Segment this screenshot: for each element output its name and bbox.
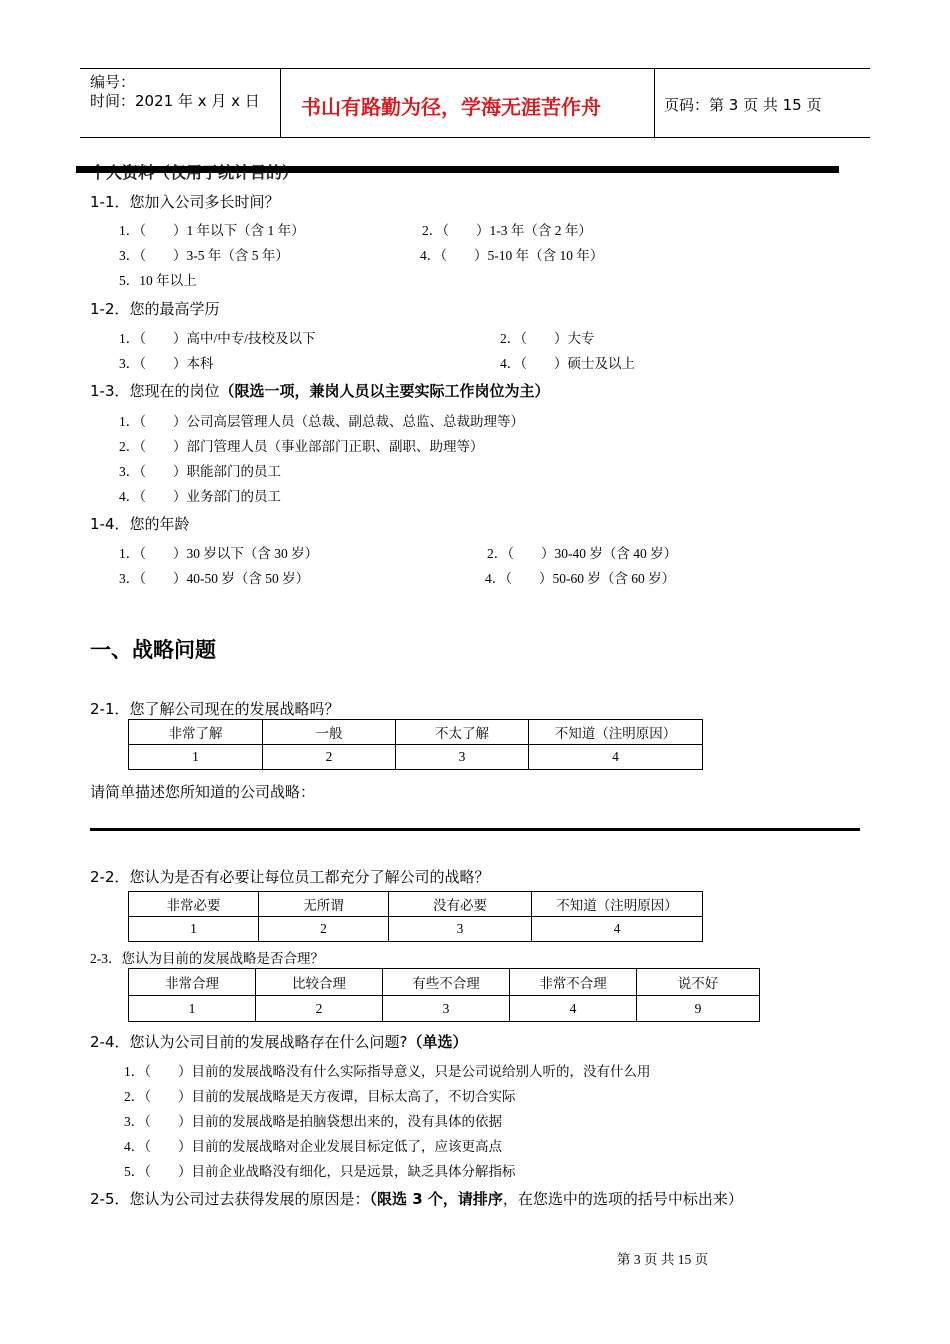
option-1-2-1[interactable]: 1．（ ）高中/中专/技校及以下 (119, 331, 316, 346)
option-1-2-2[interactable]: 2．（ ）大专 (500, 331, 595, 346)
question-2-4-note: （单选） (407, 1033, 468, 1051)
table-2-2-header-2: 无所谓 (259, 892, 389, 917)
question-1-1: 1-1．您加入公司多长时间？ (90, 193, 280, 211)
table-2-1-value-4[interactable]: 4 (529, 745, 703, 770)
table-2-3 (128, 968, 760, 1022)
question-1-3 (90, 380, 550, 401)
table-2-3-value-5[interactable]: 9 (637, 996, 760, 1022)
option-1-3-2[interactable]: 2．（ ）部门管理人员（事业部部门正职、副职、助理等） (119, 439, 484, 454)
option-2-4-5[interactable]: 5．（ ）目前企业战略没有细化，只是远景，缺乏具体分解指标 (124, 1164, 516, 1179)
table-2-3-header-1: 非常合理 (129, 969, 256, 996)
table-2-2 (128, 891, 703, 942)
answer-line[interactable] (90, 828, 860, 831)
question-2-3: 2-3．您认为目前的发展战略是否合理？ (90, 951, 324, 966)
option-2-4-4[interactable]: 4．（ ）目前的发展战略对企业发展目标定低了，应该更高点 (124, 1139, 502, 1154)
option-1-4-2[interactable]: 2．（ ）30-40 岁（含 40 岁） (487, 546, 678, 561)
option-1-4-3[interactable]: 3．（ ）40-50 岁（含 50 岁） (119, 571, 310, 586)
option-1-1-4[interactable]: 4．（ ）5-10 年（含 10 年） (420, 248, 604, 263)
question-2-4-text: 2-4．您认为公司目前的发展战略存在什么问题? (90, 1033, 408, 1051)
table-2-3-header-5: 说不好 (637, 969, 760, 996)
question-1-2: 1-2．您的最高学历 (90, 300, 220, 318)
table-2-3-value-1[interactable]: 1 (129, 996, 256, 1022)
table-2-2-header-3: 没有必要 (389, 892, 532, 917)
table-2-1-header-2: 一般 (263, 720, 396, 745)
date-line: 时间：2021 年 x 月 x 日 (90, 92, 260, 110)
table-2-3-value-3[interactable]: 3 (383, 996, 510, 1022)
footer-page-number: 第 3 页 共 15 页 (617, 1252, 709, 1267)
option-2-4-3[interactable]: 3．（ ）目前的发展战略是拍脑袋想出来的，没有具体的依据 (124, 1114, 502, 1129)
question-1-3-text: 1-3．您现在的岗位 (90, 382, 220, 400)
option-1-3-4[interactable]: 4．（ ）业务部门的员工 (119, 489, 281, 504)
question-2-5-note: （限选 3 个，请排序 (369, 1190, 503, 1208)
table-2-3-header-3: 有些不合理 (383, 969, 510, 996)
table-2-3-header-4: 非常不合理 (510, 969, 637, 996)
question-2-2: 2-2．您认为是否有必要让每位员工都充分了解公司的战略？ (90, 868, 490, 886)
header-divider-2 (654, 69, 655, 137)
table-2-2-header-4: 不知道（注明原因） (532, 892, 703, 917)
option-1-2-4[interactable]: 4．（ ）硕士及以上 (500, 356, 635, 371)
table-2-2-value-4[interactable]: 4 (532, 917, 703, 942)
table-2-2-header-1: 非常必要 (129, 892, 259, 917)
table-2-1 (128, 719, 703, 770)
option-1-3-1[interactable]: 1．（ ）公司高层管理人员（总裁、副总裁、总监、总裁助理等） (119, 414, 524, 429)
question-1-4: 1-4．您的年龄 (90, 515, 190, 533)
question-2-5-tail: ，在您选中的选项的括号中标出来） (502, 1190, 743, 1208)
table-2-2-value-1[interactable]: 1 (129, 917, 259, 942)
question-2-1: 2-1．您了解公司现在的发展战略吗？ (90, 700, 340, 718)
option-1-1-3[interactable]: 3．（ ）3-5 年（含 5 年） (119, 248, 289, 263)
table-2-1-value-1[interactable]: 1 (129, 745, 263, 770)
table-2-1-value-3[interactable]: 3 (396, 745, 529, 770)
option-1-4-4[interactable]: 4．（ ）50-60 岁（含 60 岁） (485, 571, 676, 586)
question-2-5 (90, 1188, 743, 1209)
serial-label: 编号： (90, 73, 136, 91)
table-2-3-value-4[interactable]: 4 (510, 996, 637, 1022)
table-2-1-value-2[interactable]: 2 (263, 745, 396, 770)
table-2-1-header-1: 非常了解 (129, 720, 263, 745)
header-motto: 书山有路勤为径，学海无涯苦作舟 (301, 95, 601, 119)
option-2-4-1[interactable]: 1．（ ）目前的发展战略没有什么实际指导意义，只是公司说给别人听的，没有什么用 (124, 1064, 651, 1079)
question-2-4 (90, 1031, 467, 1052)
section-divider-bar (76, 166, 839, 173)
table-2-2-value-2[interactable]: 2 (259, 917, 389, 942)
header-page-label: 页码：第 3 页 共 15 页 (664, 96, 822, 114)
question-1-3-note: （限选一项，兼岗人员以主要实际工作岗位为主） (219, 382, 550, 400)
option-1-1-1[interactable]: 1．（ ）1 年以下（含 1 年） (119, 223, 305, 238)
table-2-2-value-3[interactable]: 3 (389, 917, 532, 942)
table-2-3-header-2: 比较合理 (256, 969, 383, 996)
strategy-section-title: 一、战略问题 (90, 638, 216, 662)
table-2-1-header-3: 不太了解 (396, 720, 529, 745)
table-2-3-value-2[interactable]: 2 (256, 996, 383, 1022)
option-1-1-5[interactable]: 5．10 年以上 (119, 273, 197, 288)
option-1-1-2[interactable]: 2．（ ）1-3 年（含 2 年） (422, 223, 592, 238)
option-1-4-1[interactable]: 1．（ ）30 岁以下（含 30 岁） (119, 546, 319, 561)
table-2-1-header-4: 不知道（注明原因） (529, 720, 703, 745)
option-1-3-3[interactable]: 3．（ ）职能部门的员工 (119, 464, 281, 479)
option-2-4-2[interactable]: 2．（ ）目前的发展战略是天方夜谭，目标太高了，不切合实际 (124, 1089, 516, 1104)
describe-prompt: 请简单描述您所知道的公司战略： (90, 783, 316, 801)
question-2-5-text: 2-5．您认为公司过去获得发展的原因是： (90, 1190, 370, 1208)
header-divider-1 (280, 69, 281, 137)
option-1-2-3[interactable]: 3．（ ）本科 (119, 356, 214, 371)
